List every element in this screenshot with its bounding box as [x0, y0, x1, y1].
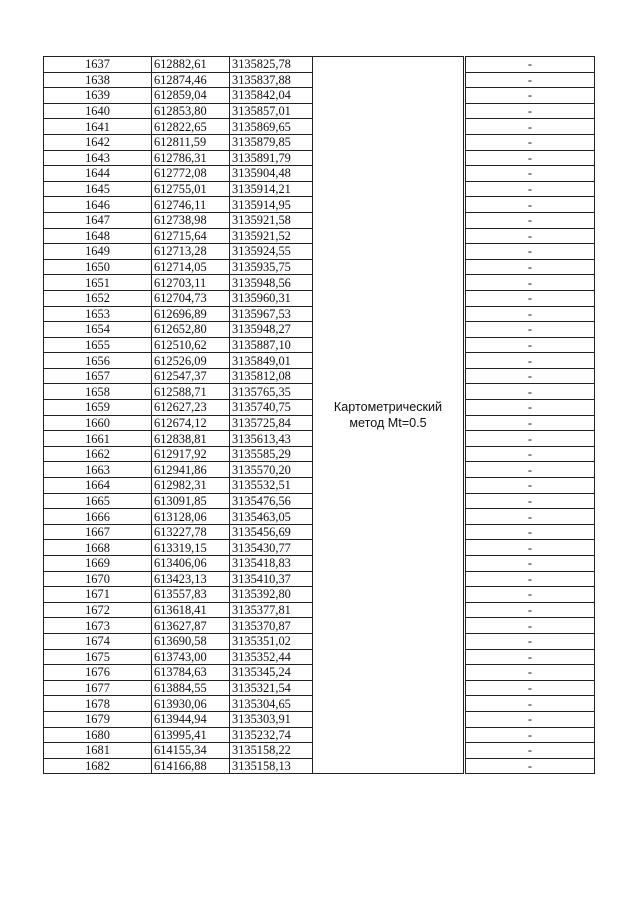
- point-number-cell: 1657: [44, 368, 152, 384]
- x-coordinate-cell: 613557,83: [152, 587, 230, 603]
- y-coordinate-cell: 3135849,01: [230, 353, 313, 369]
- x-coordinate-cell: 612652,80: [152, 322, 230, 338]
- coordinates-table-body: [44, 57, 595, 774]
- accuracy-cell: -: [466, 493, 595, 509]
- x-coordinate-cell: 612526,09: [152, 353, 230, 369]
- accuracy-cell: -: [466, 368, 595, 384]
- y-coordinate-cell: 3135370,87: [230, 618, 313, 634]
- method-text-line1: Картометрический: [333, 400, 443, 415]
- point-number-cell: 1678: [44, 696, 152, 712]
- accuracy-cell: -: [466, 446, 595, 462]
- x-coordinate-cell: 612746,11: [152, 197, 230, 213]
- accuracy-cell: -: [466, 197, 595, 213]
- accuracy-cell: -: [466, 665, 595, 681]
- x-coordinate-cell: 612674,12: [152, 415, 230, 431]
- y-coordinate-cell: 3135532,51: [230, 478, 313, 494]
- x-coordinate-cell: 612703,11: [152, 275, 230, 291]
- x-coordinate-cell: 613884,55: [152, 680, 230, 696]
- point-number-cell: 1655: [44, 337, 152, 353]
- y-coordinate-cell: 3135321,54: [230, 680, 313, 696]
- accuracy-cell: -: [466, 57, 595, 73]
- y-coordinate-cell: 3135304,65: [230, 696, 313, 712]
- x-coordinate-cell: 613944,94: [152, 711, 230, 727]
- x-coordinate-cell: 613784,63: [152, 665, 230, 681]
- y-coordinate-cell: 3135232,74: [230, 727, 313, 743]
- y-coordinate-cell: 3135904,48: [230, 166, 313, 182]
- accuracy-cell: -: [466, 322, 595, 338]
- point-number-cell: 1676: [44, 665, 152, 681]
- point-number-cell: 1671: [44, 587, 152, 603]
- y-coordinate-cell: 3135837,88: [230, 72, 313, 88]
- y-coordinate-cell: 3135392,80: [230, 587, 313, 603]
- point-number-cell: 1643: [44, 150, 152, 166]
- accuracy-cell: -: [466, 524, 595, 540]
- accuracy-cell: -: [466, 509, 595, 525]
- point-number-cell: 1637: [44, 57, 152, 73]
- accuracy-cell: -: [466, 711, 595, 727]
- x-coordinate-cell: 612704,73: [152, 290, 230, 306]
- point-number-cell: 1645: [44, 181, 152, 197]
- method-cell: [313, 57, 464, 774]
- point-number-cell: 1667: [44, 524, 152, 540]
- point-number-cell: 1663: [44, 462, 152, 478]
- accuracy-cell: -: [466, 727, 595, 743]
- accuracy-cell: -: [466, 259, 595, 275]
- accuracy-cell: -: [466, 400, 595, 416]
- y-coordinate-cell: 3135303,91: [230, 711, 313, 727]
- x-coordinate-cell: 613995,41: [152, 727, 230, 743]
- point-number-cell: 1669: [44, 556, 152, 572]
- accuracy-cell: -: [466, 743, 595, 759]
- accuracy-cell: -: [466, 571, 595, 587]
- accuracy-cell: -: [466, 384, 595, 400]
- x-coordinate-cell: 613690,58: [152, 633, 230, 649]
- point-number-cell: 1674: [44, 633, 152, 649]
- accuracy-cell: -: [466, 88, 595, 104]
- y-coordinate-cell: 3135740,75: [230, 400, 313, 416]
- accuracy-cell: -: [466, 228, 595, 244]
- accuracy-cell: -: [466, 618, 595, 634]
- y-coordinate-cell: 3135914,21: [230, 181, 313, 197]
- point-number-cell: 1644: [44, 166, 152, 182]
- accuracy-cell: -: [466, 244, 595, 260]
- table-row: [44, 57, 595, 73]
- x-coordinate-cell: 612786,31: [152, 150, 230, 166]
- accuracy-cell: -: [466, 556, 595, 572]
- coordinates-table: [43, 56, 595, 774]
- y-coordinate-cell: 3135921,58: [230, 212, 313, 228]
- x-coordinate-cell: 612859,04: [152, 88, 230, 104]
- y-coordinate-cell: 3135948,56: [230, 275, 313, 291]
- point-number-cell: 1639: [44, 88, 152, 104]
- point-number-cell: 1656: [44, 353, 152, 369]
- x-coordinate-cell: 614166,88: [152, 758, 230, 774]
- point-number-cell: 1648: [44, 228, 152, 244]
- accuracy-cell: -: [466, 290, 595, 306]
- x-coordinate-cell: 612811,59: [152, 134, 230, 150]
- point-number-cell: 1647: [44, 212, 152, 228]
- accuracy-cell: -: [466, 649, 595, 665]
- point-number-cell: 1652: [44, 290, 152, 306]
- accuracy-cell: -: [466, 337, 595, 353]
- x-coordinate-cell: 612941,86: [152, 462, 230, 478]
- y-coordinate-cell: 3135879,85: [230, 134, 313, 150]
- x-coordinate-cell: 613627,87: [152, 618, 230, 634]
- point-number-cell: 1673: [44, 618, 152, 634]
- point-number-cell: 1642: [44, 134, 152, 150]
- y-coordinate-cell: 3135463,05: [230, 509, 313, 525]
- accuracy-cell: -: [466, 72, 595, 88]
- y-coordinate-cell: 3135158,22: [230, 743, 313, 759]
- x-coordinate-cell: 613743,00: [152, 649, 230, 665]
- accuracy-cell: -: [466, 602, 595, 618]
- point-number-cell: 1682: [44, 758, 152, 774]
- point-number-cell: 1661: [44, 431, 152, 447]
- point-number-cell: 1681: [44, 743, 152, 759]
- point-number-cell: 1679: [44, 711, 152, 727]
- point-number-cell: 1653: [44, 306, 152, 322]
- x-coordinate-cell: 612696,89: [152, 306, 230, 322]
- point-number-cell: 1638: [44, 72, 152, 88]
- accuracy-cell: -: [466, 166, 595, 182]
- x-coordinate-cell: 613930,06: [152, 696, 230, 712]
- accuracy-cell: -: [466, 306, 595, 322]
- x-coordinate-cell: 613406,06: [152, 556, 230, 572]
- y-coordinate-cell: 3135585,29: [230, 446, 313, 462]
- accuracy-cell: -: [466, 103, 595, 119]
- y-coordinate-cell: 3135967,53: [230, 306, 313, 322]
- accuracy-cell: -: [466, 353, 595, 369]
- y-coordinate-cell: 3135345,24: [230, 665, 313, 681]
- point-number-cell: 1658: [44, 384, 152, 400]
- y-coordinate-cell: 3135570,20: [230, 462, 313, 478]
- x-coordinate-cell: 612838,81: [152, 431, 230, 447]
- y-coordinate-cell: 3135418,83: [230, 556, 313, 572]
- y-coordinate-cell: 3135914,95: [230, 197, 313, 213]
- x-coordinate-cell: 612713,28: [152, 244, 230, 260]
- point-number-cell: 1654: [44, 322, 152, 338]
- y-coordinate-cell: 3135960,31: [230, 290, 313, 306]
- y-coordinate-cell: 3135924,55: [230, 244, 313, 260]
- point-number-cell: 1640: [44, 103, 152, 119]
- accuracy-cell: -: [466, 134, 595, 150]
- point-number-cell: 1665: [44, 493, 152, 509]
- x-coordinate-cell: 612714,05: [152, 259, 230, 275]
- point-number-cell: 1668: [44, 540, 152, 556]
- point-number-cell: 1670: [44, 571, 152, 587]
- x-coordinate-cell: 612772,08: [152, 166, 230, 182]
- x-coordinate-cell: 612627,23: [152, 400, 230, 416]
- y-coordinate-cell: 3135410,37: [230, 571, 313, 587]
- x-coordinate-cell: 614155,34: [152, 743, 230, 759]
- accuracy-cell: -: [466, 119, 595, 135]
- point-number-cell: 1646: [44, 197, 152, 213]
- x-coordinate-cell: 612882,61: [152, 57, 230, 73]
- x-coordinate-cell: 613091,85: [152, 493, 230, 509]
- x-coordinate-cell: 613227,78: [152, 524, 230, 540]
- accuracy-cell: -: [466, 680, 595, 696]
- y-coordinate-cell: 3135351,02: [230, 633, 313, 649]
- accuracy-cell: -: [466, 478, 595, 494]
- point-number-cell: 1675: [44, 649, 152, 665]
- y-coordinate-cell: 3135352,44: [230, 649, 313, 665]
- x-coordinate-cell: 612755,01: [152, 181, 230, 197]
- point-number-cell: 1641: [44, 119, 152, 135]
- y-coordinate-cell: 3135935,75: [230, 259, 313, 275]
- y-coordinate-cell: 3135725,84: [230, 415, 313, 431]
- x-coordinate-cell: 612982,31: [152, 478, 230, 494]
- y-coordinate-cell: 3135613,43: [230, 431, 313, 447]
- x-coordinate-cell: 612738,98: [152, 212, 230, 228]
- point-number-cell: 1672: [44, 602, 152, 618]
- y-coordinate-cell: 3135765,35: [230, 384, 313, 400]
- y-coordinate-cell: 3135158,13: [230, 758, 313, 774]
- x-coordinate-cell: 613128,06: [152, 509, 230, 525]
- x-coordinate-cell: 613423,13: [152, 571, 230, 587]
- accuracy-cell: -: [466, 415, 595, 431]
- x-coordinate-cell: 613319,15: [152, 540, 230, 556]
- accuracy-cell: -: [466, 462, 595, 478]
- y-coordinate-cell: 3135948,27: [230, 322, 313, 338]
- accuracy-cell: -: [466, 150, 595, 166]
- y-coordinate-cell: 3135921,52: [230, 228, 313, 244]
- accuracy-cell: -: [466, 431, 595, 447]
- x-coordinate-cell: 612822,65: [152, 119, 230, 135]
- x-coordinate-cell: 612547,37: [152, 368, 230, 384]
- x-coordinate-cell: 612510,62: [152, 337, 230, 353]
- y-coordinate-cell: 3135857,01: [230, 103, 313, 119]
- point-number-cell: 1649: [44, 244, 152, 260]
- point-number-cell: 1677: [44, 680, 152, 696]
- y-coordinate-cell: 3135476,56: [230, 493, 313, 509]
- y-coordinate-cell: 3135812,08: [230, 368, 313, 384]
- accuracy-cell: -: [466, 540, 595, 556]
- accuracy-cell: -: [466, 633, 595, 649]
- point-number-cell: 1664: [44, 478, 152, 494]
- y-coordinate-cell: 3135869,65: [230, 119, 313, 135]
- accuracy-cell: -: [466, 212, 595, 228]
- y-coordinate-cell: 3135842,04: [230, 88, 313, 104]
- x-coordinate-cell: 612853,80: [152, 103, 230, 119]
- y-coordinate-cell: 3135887,10: [230, 337, 313, 353]
- y-coordinate-cell: 3135456,69: [230, 524, 313, 540]
- point-number-cell: 1659: [44, 400, 152, 416]
- x-coordinate-cell: 612715,64: [152, 228, 230, 244]
- x-coordinate-cell: 612874,46: [152, 72, 230, 88]
- accuracy-cell: -: [466, 181, 595, 197]
- x-coordinate-cell: 613618,41: [152, 602, 230, 618]
- y-coordinate-cell: 3135377,81: [230, 602, 313, 618]
- point-number-cell: 1660: [44, 415, 152, 431]
- y-coordinate-cell: 3135430,77: [230, 540, 313, 556]
- y-coordinate-cell: 3135891,79: [230, 150, 313, 166]
- y-coordinate-cell: 3135825,78: [230, 57, 313, 73]
- accuracy-cell: -: [466, 758, 595, 774]
- accuracy-cell: -: [466, 696, 595, 712]
- point-number-cell: 1651: [44, 275, 152, 291]
- point-number-cell: 1680: [44, 727, 152, 743]
- point-number-cell: 1662: [44, 446, 152, 462]
- x-coordinate-cell: 612917,92: [152, 446, 230, 462]
- point-number-cell: 1666: [44, 509, 152, 525]
- method-text-line2: метод Mt=0.5: [349, 416, 427, 431]
- point-number-cell: 1650: [44, 259, 152, 275]
- x-coordinate-cell: 612588,71: [152, 384, 230, 400]
- accuracy-cell: -: [466, 275, 595, 291]
- accuracy-cell: -: [466, 587, 595, 603]
